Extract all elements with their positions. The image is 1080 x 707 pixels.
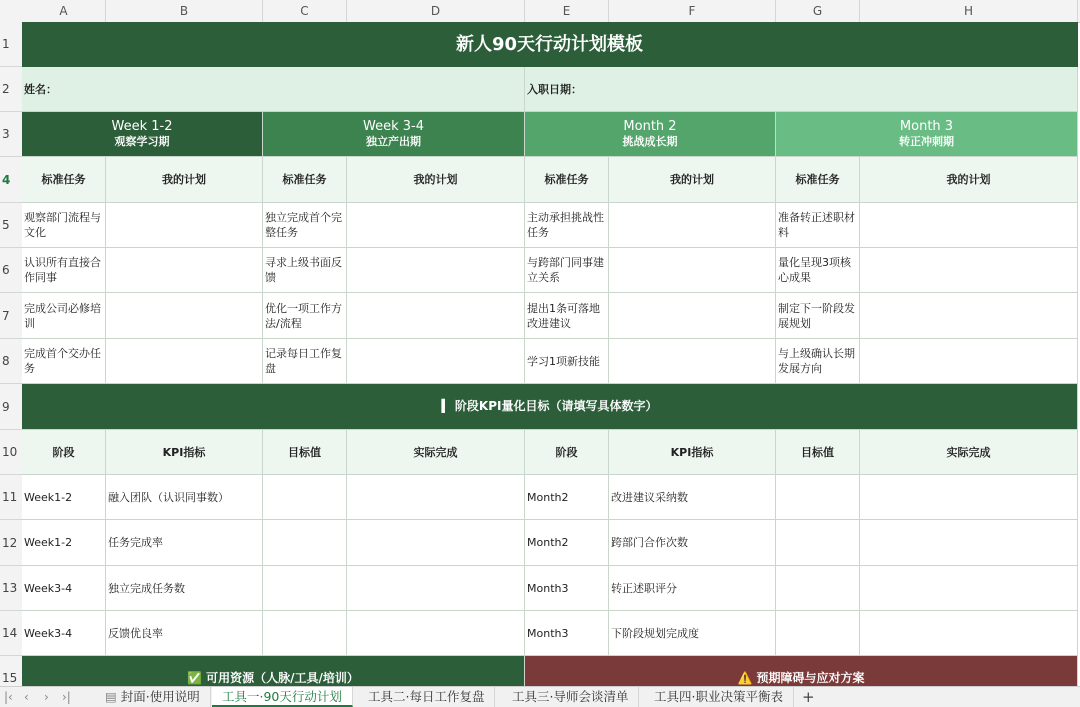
row-header-13[interactable]: 13	[0, 566, 22, 611]
task-col-header[interactable]: 标准任务	[263, 157, 347, 203]
plan-col-header[interactable]: 我的计划	[860, 157, 1078, 203]
standard-task-cell[interactable]: 与上级确认长期发展方向	[776, 339, 860, 384]
row-header-bar	[0, 22, 23, 686]
phase-header-3[interactable]	[525, 112, 776, 157]
kpi-stage-cell[interactable]: Week3-4	[22, 566, 106, 611]
my-plan-cell[interactable]	[347, 293, 525, 339]
phase-title: Week 1-2	[111, 119, 173, 134]
kpi-header-3[interactable]: 目标值	[263, 430, 347, 475]
kpi-header-6[interactable]: KPI指标	[609, 430, 776, 475]
kpi-stage-cell[interactable]: Week1-2	[22, 475, 106, 520]
column-header-d[interactable]: D	[347, 0, 525, 22]
my-plan-cell[interactable]	[106, 203, 263, 248]
kpi-header-8[interactable]: 实际完成	[860, 430, 1078, 475]
join-date-field[interactable]: 入职日期：	[525, 67, 1078, 112]
row-header-1[interactable]: 1	[0, 22, 22, 67]
row-header-9[interactable]: 9	[0, 384, 22, 430]
kpi-target-cell[interactable]	[263, 520, 347, 566]
my-plan-cell[interactable]	[860, 248, 1078, 293]
my-plan-cell[interactable]	[609, 248, 776, 293]
standard-task-cell[interactable]: 与跨部门同事建立关系	[525, 248, 609, 293]
column-header-h[interactable]: H	[860, 0, 1078, 22]
kpi-actual-cell[interactable]	[860, 611, 1078, 656]
kpi-target-cell[interactable]	[776, 566, 860, 611]
row-header-7[interactable]: 7	[0, 293, 22, 339]
column-header-a[interactable]: A	[22, 0, 106, 22]
standard-task-cell[interactable]: 量化呈现3项核心成果	[776, 248, 860, 293]
kpi-target-cell[interactable]	[263, 611, 347, 656]
last-sheet-icon[interactable]: ›|	[62, 690, 71, 704]
column-header-c[interactable]: C	[263, 0, 347, 22]
column-header-g[interactable]: G	[776, 0, 860, 22]
standard-task-cell[interactable]: 提出1条可落地改进建议	[525, 293, 609, 339]
row-header-3[interactable]: 3	[0, 112, 22, 157]
row-header-10[interactable]: 10	[0, 430, 22, 475]
row-header-8[interactable]: 8	[0, 339, 22, 384]
kpi-actual-cell[interactable]	[860, 475, 1078, 520]
task-col-header[interactable]: 标准任务	[22, 157, 106, 203]
kpi-stage-cell[interactable]: Month2	[525, 520, 609, 566]
kpi-metric-cell[interactable]: 下阶段规划完成度	[609, 611, 776, 656]
sheet-tab-bar	[0, 686, 1080, 707]
standard-task-cell[interactable]: 记录每日工作复盘	[263, 339, 347, 384]
column-header-e[interactable]: E	[525, 0, 609, 22]
kpi-actual-cell[interactable]	[860, 566, 1078, 611]
spreadsheet-grid	[22, 22, 1080, 686]
my-plan-cell[interactable]	[106, 339, 263, 384]
kpi-actual-cell[interactable]	[347, 611, 525, 656]
name-field[interactable]: 姓名：	[22, 67, 525, 112]
row-header-5[interactable]: 5	[0, 203, 22, 248]
resources-section-title[interactable]: ✅ 可用资源（人脉/工具/培训）	[22, 656, 525, 686]
row-header-6[interactable]: 6	[0, 248, 22, 293]
my-plan-cell[interactable]	[347, 203, 525, 248]
kpi-stage-cell[interactable]: Week1-2	[22, 520, 106, 566]
standard-task-cell[interactable]: 认识所有直接合作同事	[22, 248, 106, 293]
kpi-actual-cell[interactable]	[860, 520, 1078, 566]
plan-col-header[interactable]: 我的计划	[347, 157, 525, 203]
kpi-target-cell[interactable]	[776, 520, 860, 566]
row-header-14[interactable]: 14	[0, 611, 22, 656]
kpi-header-7[interactable]: 目标值	[776, 430, 860, 475]
phase-title: Week 3-4	[363, 119, 424, 134]
kpi-metric-cell[interactable]: 融入团队（认识同事数）	[106, 475, 263, 520]
kpi-target-cell[interactable]	[263, 475, 347, 520]
kpi-header-4[interactable]: 实际完成	[347, 430, 525, 475]
my-plan-cell[interactable]	[347, 248, 525, 293]
row-header-2[interactable]: 2	[0, 67, 22, 112]
standard-task-cell[interactable]: 准备转正述职材料	[776, 203, 860, 248]
phase-subtitle: 独立产出期	[366, 135, 421, 148]
my-plan-cell[interactable]	[106, 248, 263, 293]
plan-col-header[interactable]: 我的计划	[106, 157, 263, 203]
kpi-header-1[interactable]: 阶段	[22, 430, 106, 475]
prev-sheet-icon[interactable]: ‹	[24, 690, 29, 704]
standard-task-cell[interactable]: 完成首个交办任务	[22, 339, 106, 384]
kpi-metric-cell[interactable]: 跨部门合作次数	[609, 520, 776, 566]
kpi-metric-cell[interactable]: 任务完成率	[106, 520, 263, 566]
kpi-section-title[interactable]: ▍ 阶段KPI量化目标（请填写具体数字）	[22, 384, 1078, 430]
kpi-stage-cell[interactable]: Month2	[525, 475, 609, 520]
my-plan-cell[interactable]	[860, 339, 1078, 384]
column-header-f[interactable]: F	[609, 0, 776, 22]
row-header-4[interactable]: 4	[0, 157, 22, 203]
my-plan-cell[interactable]	[860, 203, 1078, 248]
phase-subtitle: 挑战成长期	[622, 135, 678, 148]
column-header-bar	[0, 0, 1080, 23]
kpi-actual-cell[interactable]	[347, 566, 525, 611]
sheet-tab-label: 工具二·每日工作复盘	[368, 689, 485, 704]
kpi-metric-cell[interactable]: 转正述职评分	[609, 566, 776, 611]
kpi-header-2[interactable]: KPI指标	[106, 430, 263, 475]
sheet-tab-3[interactable]	[358, 687, 495, 707]
sheet-tab-label: 封面·使用说明	[120, 689, 200, 704]
my-plan-cell[interactable]	[106, 293, 263, 339]
my-plan-cell[interactable]	[860, 293, 1078, 339]
sheet-tab-1[interactable]	[95, 687, 211, 707]
phase-title: Month 3	[899, 119, 954, 134]
standard-task-cell[interactable]: 主动承担挑战性任务	[525, 203, 609, 248]
my-plan-cell[interactable]	[609, 203, 776, 248]
standard-task-cell[interactable]: 独立完成首个完整任务	[263, 203, 347, 248]
kpi-header-5[interactable]: 阶段	[525, 430, 609, 475]
phase-header-2[interactable]	[263, 112, 525, 157]
my-plan-cell[interactable]	[609, 339, 776, 384]
standard-task-cell[interactable]: 学习1项新技能	[525, 339, 609, 384]
kpi-metric-cell[interactable]: 独立完成任务数	[106, 566, 263, 611]
kpi-stage-cell[interactable]: Week3-4	[22, 611, 106, 656]
standard-task-cell[interactable]: 优化一项工作方法/流程	[263, 293, 347, 339]
kpi-target-cell[interactable]	[776, 611, 860, 656]
phase-title: Month 2	[623, 119, 677, 134]
task-col-header[interactable]: 标准任务	[525, 157, 609, 203]
add-sheet-icon[interactable]: +	[802, 688, 815, 706]
kpi-target-cell[interactable]	[776, 475, 860, 520]
my-plan-cell[interactable]	[609, 293, 776, 339]
sheet-tab-5[interactable]	[644, 687, 794, 707]
standard-task-cell[interactable]: 完成公司必修培训	[22, 293, 106, 339]
sheet-tab-2[interactable]	[212, 687, 353, 707]
plan-col-header[interactable]: 我的计划	[609, 157, 776, 203]
task-col-header[interactable]: 标准任务	[776, 157, 860, 203]
kpi-stage-cell[interactable]: Month3	[525, 566, 609, 611]
row-header-11[interactable]: 11	[0, 475, 22, 520]
standard-task-cell[interactable]: 寻求上级书面反馈	[263, 248, 347, 293]
standard-task-cell[interactable]: 制定下一阶段发展规划	[776, 293, 860, 339]
my-plan-cell[interactable]	[347, 339, 525, 384]
sheet-title[interactable]: 新人90天行动计划模板	[22, 22, 1078, 67]
kpi-metric-cell[interactable]: 改进建议采纳数	[609, 475, 776, 520]
phase-subtitle: 观察学习期	[114, 135, 170, 148]
kpi-actual-cell[interactable]	[347, 475, 525, 520]
row-header-12[interactable]: 12	[0, 520, 22, 566]
phase-subtitle: 转正冲刺期	[899, 135, 954, 148]
sheet-icon: ▤	[105, 689, 121, 704]
kpi-target-cell[interactable]	[263, 566, 347, 611]
sheet-tab-label: 工具三·导师会谈清单	[512, 689, 629, 704]
risks-section-title[interactable]: ⚠️ 预期障碍与应对方案	[525, 656, 1078, 686]
sheet-tab-label: 工具一·90天行动计划	[222, 689, 342, 704]
first-sheet-icon[interactable]: |‹	[4, 690, 13, 704]
row-header-15[interactable]: 15	[0, 656, 22, 686]
phase-header-4[interactable]	[776, 112, 1078, 157]
kpi-metric-cell[interactable]: 反馈优良率	[106, 611, 263, 656]
column-header-b[interactable]: B	[106, 0, 263, 22]
sheet-tab-label: 工具四·职业决策平衡表	[654, 689, 783, 704]
phase-header-1[interactable]	[22, 112, 263, 157]
kpi-actual-cell[interactable]	[347, 520, 525, 566]
standard-task-cell[interactable]: 观察部门流程与文化	[22, 203, 106, 248]
next-sheet-icon[interactable]: ›	[44, 690, 49, 704]
kpi-stage-cell[interactable]: Month3	[525, 611, 609, 656]
sheet-tab-4[interactable]	[502, 687, 639, 707]
